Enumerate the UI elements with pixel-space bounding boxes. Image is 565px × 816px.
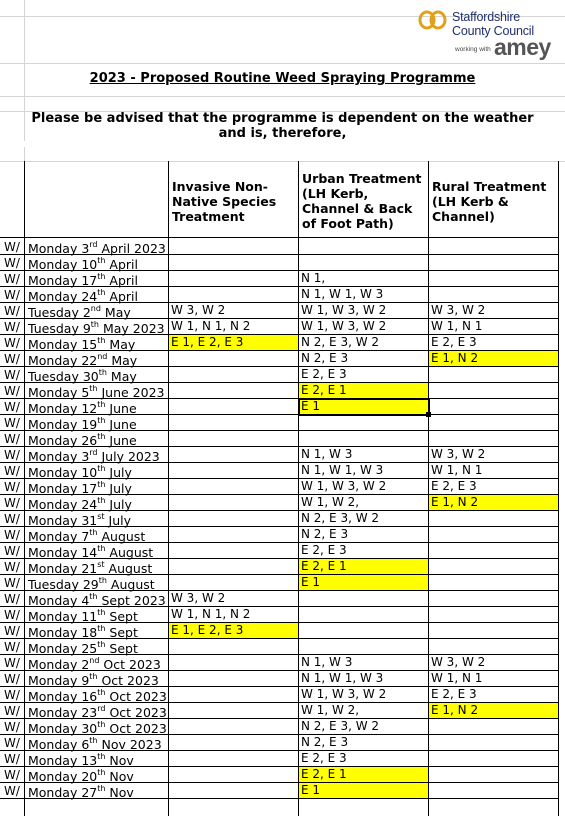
urban-cell[interactable]: N 1, W 3	[301, 655, 353, 669]
date-ordinal: th	[97, 607, 106, 617]
date-month: July	[104, 513, 131, 528]
date-cell[interactable]	[28, 559, 153, 576]
date-day: Monday 17	[28, 481, 98, 496]
urban-cell[interactable]: W 1, W 3, W 2	[301, 303, 387, 317]
rural-cell[interactable]: E 2, E 3	[431, 687, 477, 701]
date-ordinal: th	[97, 783, 106, 793]
date-day: Tuesday 30	[28, 369, 99, 384]
date-month: Sept	[105, 609, 138, 624]
w-cell[interactable]: W/	[4, 576, 20, 590]
urban-cell[interactable]: W 1, W 2,	[301, 495, 360, 509]
date-ordinal: th	[97, 767, 106, 777]
date-day: Monday 23	[28, 705, 98, 720]
date-ordinal: st	[97, 559, 105, 569]
date-month: Oct 2023	[105, 721, 167, 736]
date-day: Monday 27	[28, 785, 98, 800]
date-month: May	[105, 337, 136, 352]
w-cell[interactable]: W/	[4, 736, 20, 750]
date-ordinal: nd	[89, 655, 100, 665]
date-month: Oct 2023	[99, 657, 161, 672]
date-cell[interactable]	[28, 271, 138, 288]
date-day: Monday 26	[28, 433, 98, 448]
date-ordinal: th	[97, 335, 106, 345]
urban-cell[interactable]: N 1, W 1, W 3	[301, 287, 384, 301]
amey-logo: amey	[494, 34, 551, 60]
date-month: May 2023	[99, 321, 165, 336]
date-cell[interactable]	[28, 575, 155, 592]
date-month: June	[105, 417, 137, 432]
date-month: May	[106, 369, 137, 384]
urban-cell[interactable]: E 2, E 1	[301, 383, 347, 397]
w-cell[interactable]: W/	[4, 624, 20, 638]
rural-cell[interactable]: W 3, W 2	[431, 447, 486, 461]
date-day: Tuesday 29	[28, 577, 99, 592]
date-ordinal: th	[89, 671, 98, 681]
urban-cell[interactable]: N 1, W 1, W 3	[301, 463, 384, 477]
w-cell[interactable]: W/	[4, 256, 20, 270]
date-day: Monday 13	[28, 753, 98, 768]
date-month: June 2023	[97, 385, 165, 400]
column-border	[558, 161, 559, 816]
date-day: Tuesday 9	[28, 321, 91, 336]
date-month: Oct 2023	[105, 705, 167, 720]
w-cell[interactable]: W/	[4, 272, 20, 286]
w-cell[interactable]: W/	[4, 640, 20, 654]
w-cell[interactable]: W/	[4, 512, 20, 526]
urban-cell[interactable]: E 2, E 3	[301, 751, 347, 765]
date-day: Monday 20	[28, 769, 98, 784]
date-ordinal: th	[97, 431, 106, 441]
date-ordinal: th	[97, 287, 106, 297]
w-cell[interactable]: W/	[4, 432, 20, 446]
urban-cell[interactable]: N 2, E 3	[301, 527, 349, 541]
date-day: Monday 3	[28, 449, 90, 464]
date-day: Monday 25	[28, 641, 98, 656]
urban-cell[interactable]: N 1, W 3	[301, 447, 353, 461]
date-cell[interactable]	[28, 655, 161, 672]
column-header-rural: Rural Treatment (LH Kerb & Channel)	[432, 179, 547, 224]
date-month: April	[105, 257, 138, 272]
w-cell[interactable]: W/	[4, 528, 20, 542]
date-month: Sept	[105, 641, 138, 656]
date-cell[interactable]	[28, 479, 132, 496]
urban-cell[interactable]: E 2, E 3	[301, 367, 347, 381]
date-month: Oct 2023	[105, 689, 167, 704]
w-cell[interactable]: W/	[4, 608, 20, 622]
date-day: Monday 22	[28, 353, 98, 368]
date-day: Monday 31	[28, 513, 98, 528]
page-title: 2023 - Proposed Routine Weed Spraying Programme	[89, 71, 476, 86]
date-month: Nov	[105, 785, 134, 800]
date-cell[interactable]	[28, 287, 138, 304]
w-cell[interactable]: W/	[4, 720, 20, 734]
urban-cell[interactable]: W 1, W 2,	[301, 703, 360, 717]
date-cell[interactable]	[28, 527, 146, 544]
date-month: June	[105, 433, 137, 448]
urban-cell[interactable]: W 1, W 3, W 2	[301, 319, 387, 333]
date-ordinal: th	[89, 735, 98, 745]
date-day: Monday 21	[28, 561, 98, 576]
date-day: Monday 11	[28, 609, 98, 624]
urban-cell[interactable]: N 2, E 3	[301, 735, 349, 749]
date-cell[interactable]	[28, 671, 159, 688]
date-cell[interactable]	[28, 367, 137, 384]
column-header-urban: Urban Treatment (LH Kerb, Channel & Back of Foot Path)	[302, 171, 422, 231]
w-cell[interactable]: W/	[4, 496, 20, 510]
gridline	[0, 96, 565, 97]
date-month: April	[105, 289, 138, 304]
urban-cell[interactable]: E 1	[301, 575, 321, 589]
w-cell[interactable]: W/	[4, 688, 20, 702]
date-month: July	[105, 465, 132, 480]
date-day: Monday 17	[28, 273, 98, 288]
date-cell[interactable]	[28, 495, 132, 512]
w-cell[interactable]: W/	[4, 768, 20, 782]
date-day: Tuesday 2	[28, 305, 91, 320]
date-ordinal: th	[97, 623, 106, 633]
w-cell[interactable]: W/	[4, 672, 20, 686]
date-ordinal: th	[97, 415, 106, 425]
w-cell[interactable]: W/	[4, 784, 20, 798]
date-cell[interactable]	[28, 351, 138, 368]
date-ordinal: rd	[89, 239, 98, 249]
urban-cell[interactable]: N 1, W 1, W 3	[301, 671, 384, 685]
date-ordinal: th	[97, 639, 106, 649]
date-month: May	[100, 305, 131, 320]
date-ordinal: th	[97, 479, 106, 489]
fill-handle[interactable]	[426, 412, 431, 417]
date-day: Monday 10	[28, 257, 98, 272]
rural-cell[interactable]: E 2, E 3	[431, 479, 477, 493]
date-cell[interactable]	[28, 255, 138, 272]
date-cell[interactable]	[28, 639, 138, 656]
date-ordinal: th	[97, 687, 106, 697]
date-cell[interactable]	[28, 431, 137, 448]
urban-cell[interactable]: N 2, E 3, W 2	[301, 335, 380, 349]
logo-text-line1: Staffordshire	[452, 10, 521, 24]
urban-cell[interactable]: W 1, W 3, W 2	[301, 479, 387, 493]
w-cell[interactable]: W/	[4, 592, 20, 606]
date-cell[interactable]	[28, 767, 134, 784]
date-month: April 2023	[97, 241, 166, 256]
date-month: Sept 2023	[97, 593, 166, 608]
w-cell[interactable]: W/	[4, 352, 20, 366]
date-cell[interactable]	[28, 319, 165, 336]
gridline	[0, 63, 565, 64]
date-ordinal: th	[97, 751, 106, 761]
invasive-cell[interactable]: E 1, E 2, E 3	[171, 335, 244, 349]
date-ordinal: th	[97, 271, 106, 281]
date-day: Monday 9	[28, 673, 90, 688]
urban-cell[interactable]: E 1	[301, 399, 321, 413]
date-ordinal: th	[97, 399, 106, 409]
date-ordinal: th	[98, 575, 107, 585]
date-cell[interactable]	[28, 543, 154, 560]
date-day: Monday 24	[28, 497, 98, 512]
w-cell[interactable]: W/	[4, 336, 20, 350]
date-cell[interactable]	[28, 415, 137, 432]
column-header-invasive: Invasive Non-Native Species Treatment	[172, 179, 277, 224]
date-cell[interactable]	[28, 303, 131, 320]
date-day: Monday 15	[28, 337, 98, 352]
w-cell[interactable]: W/	[4, 656, 20, 670]
gridline	[0, 161, 565, 162]
date-cell[interactable]	[28, 783, 134, 800]
w-cell[interactable]: W/	[4, 560, 20, 574]
date-day: Monday 3	[28, 241, 90, 256]
date-month: Oct 2023	[97, 673, 159, 688]
date-cell[interactable]	[28, 335, 136, 352]
logo-working-with: working with	[455, 46, 491, 53]
date-month: August	[104, 561, 153, 576]
rural-cell[interactable]: W 3, W 2	[431, 303, 486, 317]
w-cell[interactable]: W/	[4, 704, 20, 718]
date-ordinal: nd	[90, 303, 101, 313]
rural-cell[interactable]: E 1, N 2	[431, 351, 479, 365]
w-cell[interactable]: W/	[4, 368, 20, 382]
date-month: June	[105, 401, 137, 416]
logo-text-line2: County Council	[452, 24, 534, 38]
date-ordinal: th	[90, 319, 99, 329]
w-cell[interactable]: W/	[4, 448, 20, 462]
urban-cell[interactable]: N 1,	[301, 271, 326, 285]
date-cell[interactable]	[28, 239, 166, 256]
urban-cell[interactable]: N 2, E 3, W 2	[301, 719, 380, 733]
w-cell[interactable]: W/	[4, 416, 20, 430]
date-month: August	[97, 529, 146, 544]
urban-cell[interactable]: E 1	[301, 783, 321, 797]
knot-logo-icon	[418, 8, 452, 34]
date-day: Monday 6	[28, 737, 90, 752]
date-day: Monday 4	[28, 593, 90, 608]
selected-cell-outline[interactable]	[298, 398, 430, 416]
date-month: Nov 2023	[97, 737, 162, 752]
date-ordinal: th	[97, 255, 106, 265]
date-day: Monday 19	[28, 417, 98, 432]
date-month: Nov	[105, 769, 134, 784]
date-ordinal: nd	[97, 351, 108, 361]
date-day: Monday 10	[28, 465, 98, 480]
date-day: Monday 5	[28, 385, 90, 400]
invasive-cell[interactable]: W 3, W 2	[171, 591, 226, 605]
date-day: Monday 7	[28, 529, 90, 544]
date-cell[interactable]	[28, 623, 138, 640]
date-month: July	[105, 481, 132, 496]
date-cell[interactable]	[28, 383, 165, 400]
rural-cell[interactable]: E 1, N 2	[431, 703, 479, 717]
invasive-cell[interactable]: W 3, W 2	[171, 303, 226, 317]
date-month: May	[107, 353, 138, 368]
date-cell[interactable]	[28, 399, 137, 416]
w-cell[interactable]: W/	[4, 288, 20, 302]
w-cell[interactable]: W/	[4, 464, 20, 478]
date-day: Monday 16	[28, 689, 98, 704]
date-day: Monday 30	[28, 721, 98, 736]
w-cell[interactable]: W/	[4, 480, 20, 494]
date-cell[interactable]	[28, 463, 132, 480]
date-month: July	[105, 497, 132, 512]
date-cell[interactable]	[28, 591, 166, 608]
rural-cell[interactable]: W 1, N 1	[431, 463, 483, 477]
date-cell[interactable]	[28, 447, 160, 464]
date-day: Monday 24	[28, 289, 98, 304]
rural-cell[interactable]: W 1, N 1	[431, 671, 483, 685]
date-day: Monday 2	[28, 657, 90, 672]
rural-cell[interactable]: W 1, N 1	[431, 319, 483, 333]
date-cell[interactable]	[28, 511, 131, 528]
date-ordinal: th	[97, 543, 106, 553]
date-day: Monday 14	[28, 545, 98, 560]
date-cell[interactable]	[28, 735, 162, 752]
invasive-cell[interactable]: W 1, N 1, N 2	[171, 319, 251, 333]
urban-cell[interactable]: E 2, E 1	[301, 767, 347, 781]
date-month: April	[105, 273, 138, 288]
w-cell[interactable]: W/	[4, 320, 20, 334]
urban-cell[interactable]: N 2, E 3	[301, 351, 349, 365]
date-cell[interactable]	[28, 751, 134, 768]
date-day: Monday 12	[28, 401, 98, 416]
date-ordinal: th	[89, 591, 98, 601]
date-ordinal: st	[97, 511, 105, 521]
w-cell[interactable]: W/	[4, 240, 20, 254]
date-ordinal: rd	[97, 703, 106, 713]
date-cell[interactable]	[28, 719, 167, 736]
date-ordinal: th	[97, 463, 106, 473]
date-day: Monday 18	[28, 625, 98, 640]
date-month: August	[106, 577, 155, 592]
date-month: Sept	[105, 625, 138, 640]
header-border	[0, 237, 558, 238]
invasive-cell[interactable]: W 1, N 1, N 2	[171, 607, 251, 621]
date-ordinal: rd	[89, 447, 98, 457]
rural-cell[interactable]: W 3, W 2	[431, 655, 486, 669]
date-ordinal: th	[97, 495, 106, 505]
date-ordinal: th	[98, 367, 107, 377]
urban-cell[interactable]: E 2, E 3	[301, 543, 347, 557]
w-cell[interactable]: W/	[4, 400, 20, 414]
date-cell[interactable]	[28, 607, 138, 624]
weather-notice: Please be advised that the programme is dependent on the weather and is, therefore,	[20, 111, 545, 147]
date-ordinal: th	[89, 527, 98, 537]
date-ordinal: th	[97, 719, 106, 729]
rural-cell[interactable]: E 1, N 2	[431, 495, 479, 509]
date-cell[interactable]	[28, 687, 167, 704]
urban-cell[interactable]: N 2, E 3, W 2	[301, 511, 380, 525]
date-month: August	[105, 545, 154, 560]
invasive-cell[interactable]: E 1, E 2, E 3	[171, 623, 244, 637]
urban-cell[interactable]: E 2, E 1	[301, 559, 347, 573]
date-ordinal: th	[89, 383, 98, 393]
w-cell[interactable]: W/	[4, 304, 20, 318]
w-cell[interactable]: W/	[4, 384, 20, 398]
date-month: July 2023	[97, 449, 160, 464]
w-cell[interactable]: W/	[4, 752, 20, 766]
council-logo	[418, 4, 563, 62]
rural-cell[interactable]: E 2, E 3	[431, 335, 477, 349]
date-cell[interactable]	[28, 703, 167, 720]
urban-cell[interactable]: W 1, W 3, W 2	[301, 687, 387, 701]
w-cell[interactable]: W/	[4, 544, 20, 558]
date-month: Nov	[105, 753, 134, 768]
